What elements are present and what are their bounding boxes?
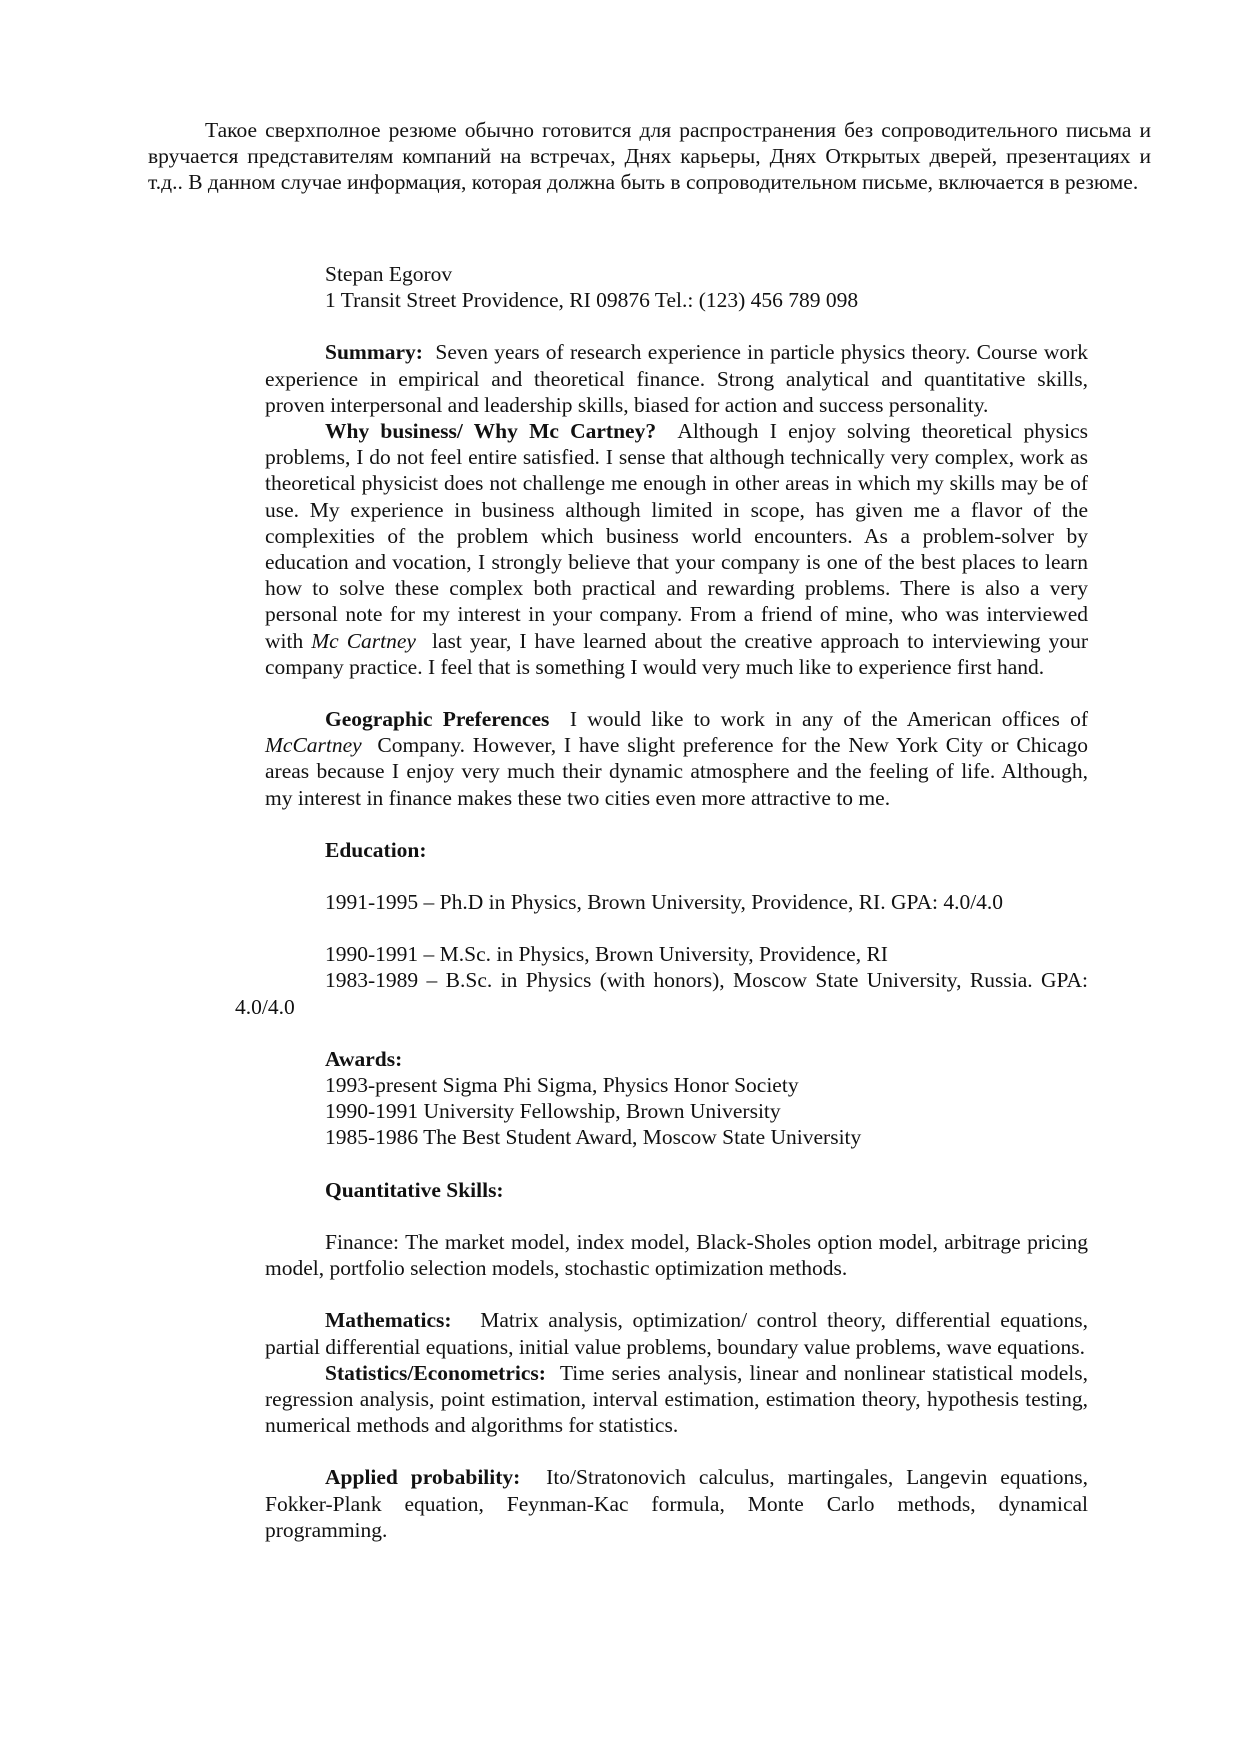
- applied-probability-section: [265, 1464, 1088, 1543]
- summary-text: Seven years of research experience in particle physics theory. Course work experience in empirical and theoretical finance. Strong analytical and quantitative skills, proven interpersonal and leadership skills, biased for action and success personality.: [265, 340, 1089, 417]
- geographic-company: McCartney: [265, 733, 362, 758]
- education-item: 1990-1991 – M.Sc. in Physics, Brown University, Providence, RI: [325, 942, 888, 967]
- finance-paragraph: Finance: The market model, index model, Black-Sholes option model, arbitrage pricing model, portfolio selection models, stochastic optimization methods.: [265, 1229, 1088, 1281]
- quant-label: Quantitative Skills:: [325, 1177, 504, 1202]
- education-item: 1983-1989 – B.Sc. in Physics (with honors), Moscow State University, Russia. GPA: 4.0/4.0: [235, 968, 1088, 1019]
- quant-heading: [265, 1177, 1088, 1203]
- summary-label: Summary:: [325, 340, 423, 365]
- why-business-text-2: last year, I have learned about the creative approach to interviewing your company practice. I feel that is something I would very much like to experience first hand.: [265, 628, 1089, 679]
- why-business-text-1: Although I enjoy solving theoretical physics problems, I do not feel entire satisfied. I sense that although technically very complex, work as theoretical physicist does not challenge me enough in other areas in which my skills may be of use. My experience in business although limited in scope, has given me a flavor of the complexities of the problem which business world encounters. As a problem-solver by education and vocation, I strongly believe that your company is one of the best places to learn how to solve these complex both practical and rewarding problems. There is also a very personal note for my interest in your company. From a friend of mine, who was interviewed with: [265, 419, 1088, 653]
- contact-name: Stepan Egorov: [325, 262, 453, 286]
- statistics-text: Time series analysis, linear and nonlinear statistical models, regression analysis, point estimation, interval estimation, estimation theory, hypothesis testing, numerical methods and algorithms for statistics.: [265, 1360, 1088, 1438]
- geographic-section: [265, 706, 1088, 811]
- resume-body: [235, 261, 1089, 1543]
- education-heading: [265, 837, 1088, 863]
- awards-label: Awards:: [325, 1046, 403, 1071]
- awards-heading: [265, 1046, 1088, 1072]
- why-business-section: [265, 418, 1088, 680]
- why-business-label: Why business/ Why Mc Cartney?: [325, 419, 657, 444]
- statistics-label: Statistics/Econometrics:: [325, 1360, 546, 1385]
- statistics-section: [265, 1360, 1088, 1439]
- applied-probability-text: Ito/Stratonovich calculus, martingales, Langevin equations, Fokker-Plank equation, Feynman-Kac formula, Monte Carlo methods, dynamical programming.: [265, 1465, 1089, 1542]
- education-item: 1991-1995 – Ph.D in Physics, Brown University, Providence, RI. GPA: 4.0/4.0: [325, 890, 1004, 915]
- contact-address: 1 Transit Street Providence, RI 09876 Tel.: (123) 456 789 098: [325, 288, 859, 313]
- geographic-text-2: Company. However, I have slight preference for the New York City or Chicago areas because I enjoy very much their dynamic atmosphere and the feeling of life. Although, my interest in finance makes these two cities even more attractive to me.: [265, 733, 1089, 810]
- geographic-text-1: I would like to work in any of the American offices of: [569, 707, 1089, 732]
- applied-probability-label: Applied probability:: [325, 1465, 521, 1490]
- award-item: 1985-1986 The Best Student Award, Moscow State University: [325, 1125, 862, 1150]
- award-item: 1993-present Sigma Phi Sigma, Physics Honor Society: [325, 1073, 799, 1098]
- intro-paragraph: Такое сверхполное резюме обычно готовится для распространения без сопроводительного письма и вручается представителям компаний на встречах, Днях карьеры, Днях Открытых дверей, презентациях и т.д.. В данном случае информация, которая должна быть в сопроводительном письме, включается в резюме.: [148, 118, 1151, 195]
- why-business-company: Mc Cartney: [311, 628, 416, 653]
- mathematics-text: Matrix analysis, optimization/ control theory, differential equations, partial differential equations, initial value problems, boundary value problems, wave equations.: [265, 1308, 1088, 1359]
- mathematics-label: Mathematics:: [325, 1308, 452, 1333]
- mathematics-section: [265, 1307, 1088, 1359]
- summary-section: [265, 339, 1088, 418]
- geographic-label: Geographic Preferences: [325, 707, 550, 732]
- award-item: 1990-1991 University Fellowship, Brown University: [325, 1099, 781, 1124]
- education-label: Education:: [325, 837, 427, 862]
